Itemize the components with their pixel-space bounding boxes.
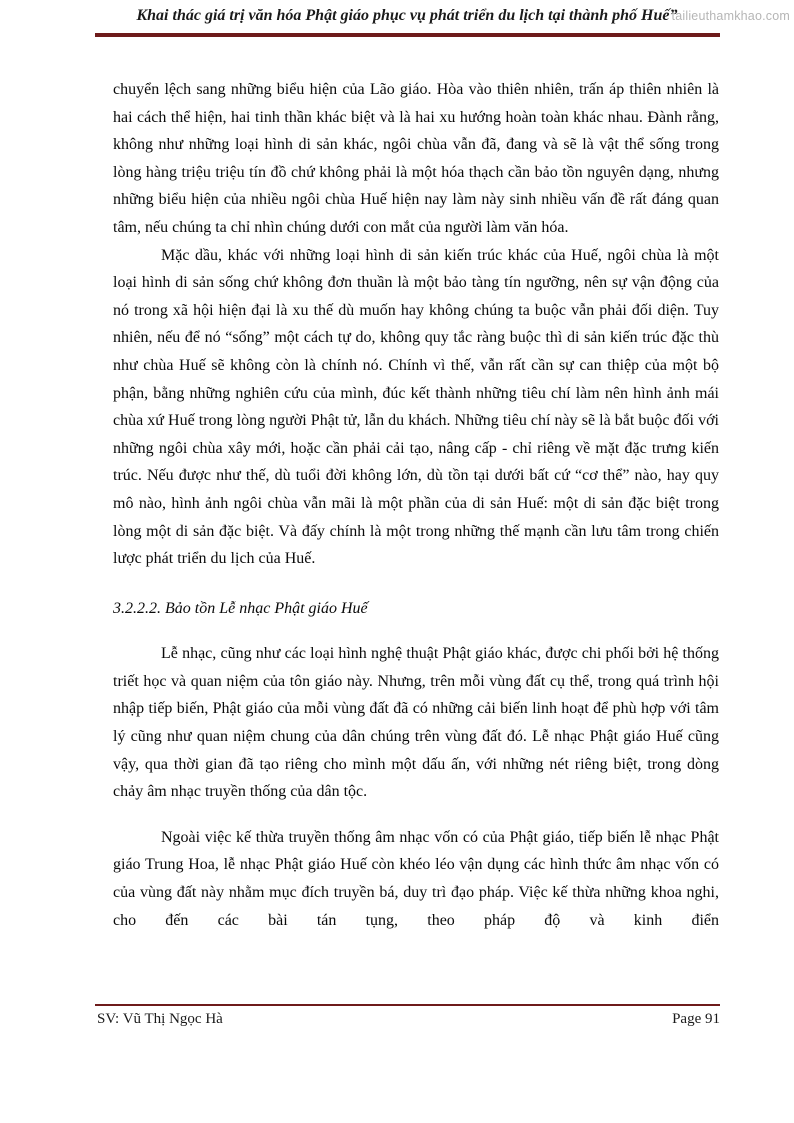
paragraph-continuation: chuyển lệch sang những biểu hiện của Lão giáo. Hòa vào thiên nhiên, trấn áp thiên nhiên là hai cách thể hiện, hai tinh thần khác biệt và là hai xu hướng hoàn toàn khác nhau. Đành rằng, không như những loại hình di sản khác, ngôi chùa vẫn đã, đang và sẽ là vật thể sống trong lòng hàng triệu triệu tín đồ chứ không phải là một hóa thạch cần bảo tồn nguyên dạng, nhưng những biểu hiện của nhiều ngôi chùa Huế hiện nay làm này sinh nhiều vấn đề rất đáng quan tâm, nếu chúng ta chỉ nhìn chúng dưới con mắt của người làm văn hóa. — [113, 81, 719, 236]
running-head-title: Khai thác giá trị văn hóa Phật giáo phục vụ phát triển du lịch tại thành phố Huế” — [136, 7, 678, 24]
document-body — [113, 76, 719, 934]
paragraph: Lễ nhạc, cũng như các loại hình nghệ thuật Phật giáo khác, được chi phối bởi hệ thống triết học và quan niệm của tôn giáo này. Nhưng, trên mỗi vùng đất cụ thể, trong quá trình hội nhập tiếp biến, Phật giáo của mỗi vùng đất đã có những cải biến linh hoạt để phù hợp với tâm lý cũng như quan niệm chung của dân chúng trên vùng đất đó. Lễ nhạc Phật giáo Huế cũng vậy, qua thời gian đã tạo riêng cho mình một dấu ấn, với những nét riêng biệt, trong dòng chảy âm nhạc truyền thống của dân tộc. — [113, 645, 719, 801]
paragraph: Mặc dầu, khác với những loại hình di sản kiến trúc khác của Huế, ngôi chùa là một loại hình di sản sống chứ không đơn thuần là một bảo tàng tín ngưỡng, nên sự vận động của nó trong xã hội hiện đại là xu thế dù muốn hay không chúng ta buộc vẫn phải đối diện. Tuy nhiên, nếu để nó “sống” một cách tự do, không quy tắc ràng buộc thì di sản kiến trúc đặc thù như chùa Huế sẽ không còn là chính nó. Chính vì thế, vẫn rất cần sự can thiệp của một bộ phận, bằng những nghiên cứu của mình, đúc kết thành những tiêu chí làm nên hình ảnh mái chùa xứ Huế trong lòng người Phật tử, lẫn du khách. Những tiêu chí này sẽ là bắt buộc đối với những ngôi chùa xây mới, hoặc cần phải cải tạo, nâng cấp - chỉ riêng về mặt đặc trưng kiến trúc. Nếu được như thế, dù tuổi đời không lớn, dù tồn tại dưới bất cứ “cơ thể” nào, hay quy mô nào, hình ảnh ngôi chùa vẫn mãi là một phần của di sản Huế: một di sản đặc biệt trong lòng một di sản đặc biệt. Và đấy chính là một trong những thế mạnh cần lưu tâm trong chiến lược phát triển du lịch của Huế. — [113, 246, 719, 568]
page-header — [95, 7, 719, 25]
section-heading: 3.2.2.2. Bảo tồn Lễ nhạc Phật giáo Huế — [113, 599, 368, 617]
page-footer — [97, 1011, 720, 1028]
footer-rule — [95, 1004, 720, 1006]
header-rule — [95, 33, 720, 37]
footer-page-number: Page 91 — [672, 1011, 720, 1027]
watermark-text: tailieuthamkhao.com — [671, 9, 790, 23]
paragraph: Ngoài việc kế thừa truyền thống âm nhạc vốn có của Phật giáo, tiếp biến lễ nhạc Phật giáo Trung Hoa, lễ nhạc Phật giáo Huế còn khéo léo vận dụng các hình thức âm nhạc vốn có của vùng đất này nhằm mục đích truyền bá, duy trì đạo pháp. Việc kế thừa những khoa nghi, cho đến các bài tán tụng, theo pháp độ và kinh điển — [113, 828, 719, 929]
footer-author: SV: Vũ Thị Ngọc Hà — [97, 1011, 223, 1027]
